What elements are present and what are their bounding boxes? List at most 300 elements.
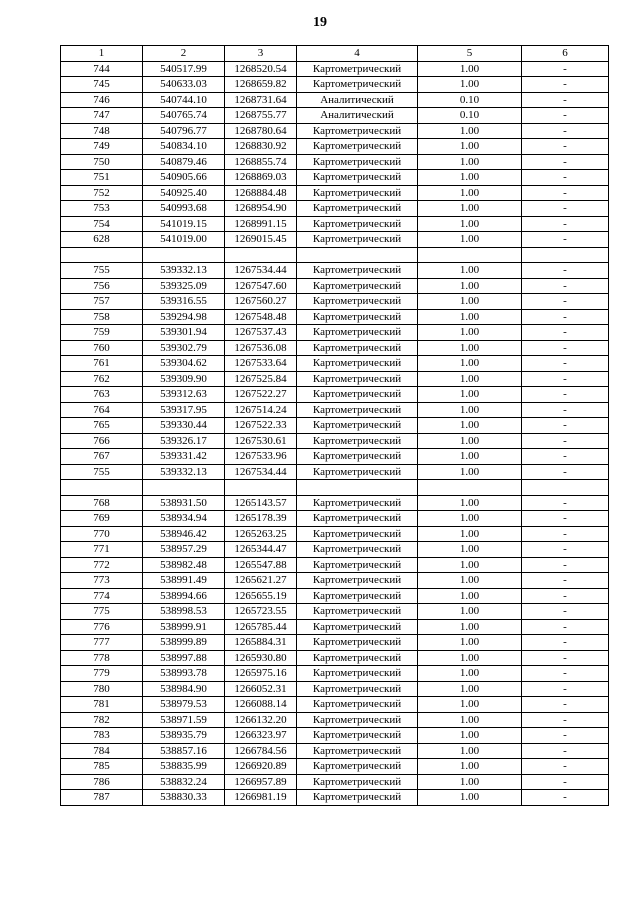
table-row xyxy=(61,464,609,480)
table-cell: 1.00 xyxy=(418,759,522,775)
table-row xyxy=(61,77,609,93)
table-cell: 1268659.82 xyxy=(225,77,297,93)
table-cell: - xyxy=(522,402,609,418)
table-cell: 754 xyxy=(61,216,143,232)
empty-cell xyxy=(297,247,418,263)
table-cell: Картометрический xyxy=(297,449,418,465)
table-cell: 751 xyxy=(61,170,143,186)
table-cell: 1.00 xyxy=(418,681,522,697)
table-cell: 764 xyxy=(61,402,143,418)
table-cell: - xyxy=(522,108,609,124)
table-cell: 1266052.31 xyxy=(225,681,297,697)
empty-cell xyxy=(143,480,225,496)
table-row xyxy=(61,666,609,682)
table-cell: 778 xyxy=(61,650,143,666)
table-row xyxy=(61,790,609,806)
table-cell: 538998.53 xyxy=(143,604,225,620)
table-cell: 628 xyxy=(61,232,143,248)
table-cell: 1.00 xyxy=(418,573,522,589)
table-cell: 1.00 xyxy=(418,201,522,217)
table-cell: Картометрический xyxy=(297,526,418,542)
table-cell: 787 xyxy=(61,790,143,806)
table-cell: Картометрический xyxy=(297,418,418,434)
table-cell: Картометрический xyxy=(297,542,418,558)
table-cell: 747 xyxy=(61,108,143,124)
table-cell: 1.00 xyxy=(418,402,522,418)
table-cell: 1.00 xyxy=(418,743,522,759)
empty-cell xyxy=(225,247,297,263)
table-cell: 538832.24 xyxy=(143,774,225,790)
table-cell: 782 xyxy=(61,712,143,728)
table-cell: 1.00 xyxy=(418,61,522,77)
table-row xyxy=(61,201,609,217)
table-cell: Картометрический xyxy=(297,666,418,682)
table-cell: 1265655.19 xyxy=(225,588,297,604)
table-cell: - xyxy=(522,418,609,434)
table-cell: Картометрический xyxy=(297,790,418,806)
table-cell: 541019.00 xyxy=(143,232,225,248)
table-row xyxy=(61,294,609,310)
table-cell: 539302.79 xyxy=(143,340,225,356)
table-row xyxy=(61,309,609,325)
table-cell: 1267522.33 xyxy=(225,418,297,434)
header-cell-1: 1 xyxy=(61,46,143,62)
table-cell: 775 xyxy=(61,604,143,620)
table-cell: 538991.49 xyxy=(143,573,225,589)
table-cell: 1265263.25 xyxy=(225,526,297,542)
table-cell: 777 xyxy=(61,635,143,651)
table-cell: Картометрический xyxy=(297,201,418,217)
table-cell: 767 xyxy=(61,449,143,465)
table-cell: 539330.44 xyxy=(143,418,225,434)
table-row xyxy=(61,340,609,356)
table-cell: 1265178.39 xyxy=(225,511,297,527)
table-cell: 752 xyxy=(61,185,143,201)
table-cell: 1267537.43 xyxy=(225,325,297,341)
table-cell: 1.00 xyxy=(418,557,522,573)
table-cell: - xyxy=(522,387,609,403)
table-cell: - xyxy=(522,170,609,186)
table-cell: 1266132.20 xyxy=(225,712,297,728)
table-cell: 539331.42 xyxy=(143,449,225,465)
table-cell: 539309.90 xyxy=(143,371,225,387)
table-cell: 1265723.55 xyxy=(225,604,297,620)
table-cell: - xyxy=(522,433,609,449)
table-cell: 538971.59 xyxy=(143,712,225,728)
table-cell: 1268884.48 xyxy=(225,185,297,201)
table-cell: Картометрический xyxy=(297,139,418,155)
table-cell: - xyxy=(522,759,609,775)
table-cell: 1.00 xyxy=(418,619,522,635)
table-cell: Картометрический xyxy=(297,61,418,77)
header-cell-6: 6 xyxy=(522,46,609,62)
table-cell: - xyxy=(522,356,609,372)
table-cell: - xyxy=(522,557,609,573)
table-cell: 1265884.31 xyxy=(225,635,297,651)
table-cell: Аналитический xyxy=(297,108,418,124)
table-cell: 1.00 xyxy=(418,495,522,511)
table-row xyxy=(61,774,609,790)
table-cell: 1.00 xyxy=(418,790,522,806)
table-cell: 1266920.89 xyxy=(225,759,297,775)
table-row xyxy=(61,108,609,124)
table-cell: 785 xyxy=(61,759,143,775)
table-cell: Картометрический xyxy=(297,371,418,387)
table-cell: 1268780.64 xyxy=(225,123,297,139)
table-cell: 538946.42 xyxy=(143,526,225,542)
table-cell: 1.00 xyxy=(418,650,522,666)
table-cell: 1.00 xyxy=(418,154,522,170)
table-cell: 773 xyxy=(61,573,143,589)
table-row xyxy=(61,139,609,155)
group-separator-row xyxy=(61,480,609,496)
table-cell: 779 xyxy=(61,666,143,682)
table-cell: 0.10 xyxy=(418,92,522,108)
table-cell: 541019.15 xyxy=(143,216,225,232)
table-cell: Картометрический xyxy=(297,495,418,511)
table-cell: 1267534.44 xyxy=(225,263,297,279)
table-cell: 1268520.54 xyxy=(225,61,297,77)
table-cell: 539326.17 xyxy=(143,433,225,449)
table-cell: 539325.09 xyxy=(143,278,225,294)
table-cell: 1.00 xyxy=(418,712,522,728)
table-cell: 540633.03 xyxy=(143,77,225,93)
table-cell: 538934.94 xyxy=(143,511,225,527)
table-cell: 1.00 xyxy=(418,449,522,465)
table-row xyxy=(61,263,609,279)
empty-cell xyxy=(297,480,418,496)
table-cell: - xyxy=(522,464,609,480)
table-row xyxy=(61,449,609,465)
table-cell: Картометрический xyxy=(297,774,418,790)
table-cell: Картометрический xyxy=(297,263,418,279)
table-cell: 1.00 xyxy=(418,697,522,713)
table-cell: 749 xyxy=(61,139,143,155)
header-row xyxy=(61,46,609,62)
table-cell: 538935.79 xyxy=(143,728,225,744)
table-row xyxy=(61,542,609,558)
table-cell: Картометрический xyxy=(297,77,418,93)
table-cell: 784 xyxy=(61,743,143,759)
table-row xyxy=(61,697,609,713)
table-cell: - xyxy=(522,697,609,713)
table-cell: Картометрический xyxy=(297,712,418,728)
table-cell: Картометрический xyxy=(297,387,418,403)
table-cell: - xyxy=(522,511,609,527)
table-cell: 1267547.60 xyxy=(225,278,297,294)
table-cell: 746 xyxy=(61,92,143,108)
table-body xyxy=(61,61,609,805)
table-row xyxy=(61,387,609,403)
table-cell: 757 xyxy=(61,294,143,310)
table-cell: Картометрический xyxy=(297,604,418,620)
table-cell: 763 xyxy=(61,387,143,403)
table-cell: Картометрический xyxy=(297,759,418,775)
table-cell: 539312.63 xyxy=(143,387,225,403)
table-cell: Картометрический xyxy=(297,588,418,604)
table-cell: 539304.62 xyxy=(143,356,225,372)
table-cell: 540834.10 xyxy=(143,139,225,155)
table-cell: 1267525.84 xyxy=(225,371,297,387)
table-cell: 0.10 xyxy=(418,108,522,124)
table-cell: 1.00 xyxy=(418,77,522,93)
table-row xyxy=(61,433,609,449)
table-cell: 1.00 xyxy=(418,464,522,480)
table-cell: 1266957.89 xyxy=(225,774,297,790)
table-row xyxy=(61,728,609,744)
table-cell: 769 xyxy=(61,511,143,527)
table-cell: 1266981.19 xyxy=(225,790,297,806)
table-cell: 1.00 xyxy=(418,170,522,186)
table-cell: 771 xyxy=(61,542,143,558)
table-cell: 538857.16 xyxy=(143,743,225,759)
table-cell: 744 xyxy=(61,61,143,77)
empty-cell xyxy=(225,480,297,496)
table-cell: 772 xyxy=(61,557,143,573)
table-cell: 762 xyxy=(61,371,143,387)
table-cell: 774 xyxy=(61,588,143,604)
table-row xyxy=(61,123,609,139)
table-cell: - xyxy=(522,371,609,387)
table-cell: 760 xyxy=(61,340,143,356)
table-cell: Картометрический xyxy=(297,464,418,480)
table-row xyxy=(61,495,609,511)
table-cell: 1.00 xyxy=(418,294,522,310)
table-cell: 1268855.74 xyxy=(225,154,297,170)
table-row xyxy=(61,61,609,77)
table-cell: Картометрический xyxy=(297,185,418,201)
table-cell: 540796.77 xyxy=(143,123,225,139)
table-cell: 1265547.88 xyxy=(225,557,297,573)
table-cell: - xyxy=(522,604,609,620)
table-cell: Картометрический xyxy=(297,232,418,248)
table-cell: 781 xyxy=(61,697,143,713)
table-cell: 538957.29 xyxy=(143,542,225,558)
table-cell: 1265930.80 xyxy=(225,650,297,666)
table-cell: - xyxy=(522,681,609,697)
table-cell: 539317.95 xyxy=(143,402,225,418)
table-cell: 539332.13 xyxy=(143,464,225,480)
table-row xyxy=(61,92,609,108)
table-cell: 539301.94 xyxy=(143,325,225,341)
table-cell: 1267548.48 xyxy=(225,309,297,325)
table-cell: 1.00 xyxy=(418,526,522,542)
table-row xyxy=(61,185,609,201)
table-row xyxy=(61,650,609,666)
empty-cell xyxy=(418,247,522,263)
table-cell: 1267514.24 xyxy=(225,402,297,418)
table-row xyxy=(61,759,609,775)
table-cell: - xyxy=(522,139,609,155)
table-cell: - xyxy=(522,495,609,511)
table-row xyxy=(61,573,609,589)
empty-cell xyxy=(61,480,143,496)
table-cell: - xyxy=(522,619,609,635)
table-cell: 1266323.97 xyxy=(225,728,297,744)
table-cell: Картометрический xyxy=(297,697,418,713)
table-cell: 761 xyxy=(61,356,143,372)
table-cell: 538999.91 xyxy=(143,619,225,635)
table-row xyxy=(61,557,609,573)
table-cell: 1265143.57 xyxy=(225,495,297,511)
table-cell: 1.00 xyxy=(418,371,522,387)
table-cell: 1.00 xyxy=(418,325,522,341)
table-cell: Картометрический xyxy=(297,650,418,666)
table-row xyxy=(61,356,609,372)
table-row xyxy=(61,371,609,387)
table-cell: 1267530.61 xyxy=(225,433,297,449)
table-cell: 755 xyxy=(61,464,143,480)
table-cell: 539332.13 xyxy=(143,263,225,279)
table-cell: 1.00 xyxy=(418,387,522,403)
table-cell: 538993.78 xyxy=(143,666,225,682)
table-cell: Картометрический xyxy=(297,557,418,573)
table-cell: 780 xyxy=(61,681,143,697)
table-cell: - xyxy=(522,588,609,604)
table-cell: 1268830.92 xyxy=(225,139,297,155)
table-cell: Аналитический xyxy=(297,92,418,108)
table-row xyxy=(61,402,609,418)
table-cell: 1268755.77 xyxy=(225,108,297,124)
table-cell: 538982.48 xyxy=(143,557,225,573)
table-cell: - xyxy=(522,728,609,744)
table-cell: Картометрический xyxy=(297,123,418,139)
table-cell: - xyxy=(522,774,609,790)
table-cell: 758 xyxy=(61,309,143,325)
empty-cell xyxy=(143,247,225,263)
table-cell: 1268954.90 xyxy=(225,201,297,217)
table-cell: Картометрический xyxy=(297,635,418,651)
empty-cell xyxy=(522,480,609,496)
table-row xyxy=(61,712,609,728)
empty-cell xyxy=(61,247,143,263)
table-cell: Картометрический xyxy=(297,743,418,759)
table-cell: 540993.68 xyxy=(143,201,225,217)
table-cell: 1.00 xyxy=(418,588,522,604)
table-cell: - xyxy=(522,216,609,232)
table-cell: 1.00 xyxy=(418,216,522,232)
table-cell: 759 xyxy=(61,325,143,341)
table-cell: - xyxy=(522,790,609,806)
table-cell: 539294.98 xyxy=(143,309,225,325)
table-cell: 538931.50 xyxy=(143,495,225,511)
table-row xyxy=(61,619,609,635)
table-row xyxy=(61,681,609,697)
table-cell: 783 xyxy=(61,728,143,744)
table-cell: 539316.55 xyxy=(143,294,225,310)
table-cell: Картометрический xyxy=(297,619,418,635)
table-cell: - xyxy=(522,650,609,666)
table-cell: 1.00 xyxy=(418,232,522,248)
group-separator-row xyxy=(61,247,609,263)
table-cell: - xyxy=(522,542,609,558)
table-cell: 1268869.03 xyxy=(225,170,297,186)
table-row xyxy=(61,604,609,620)
table-cell: 770 xyxy=(61,526,143,542)
table-cell: 1268991.15 xyxy=(225,216,297,232)
table-cell: 1.00 xyxy=(418,185,522,201)
table-cell: 540905.66 xyxy=(143,170,225,186)
table-cell: 1.00 xyxy=(418,635,522,651)
table-cell: 1.00 xyxy=(418,433,522,449)
table-cell: 745 xyxy=(61,77,143,93)
table-row xyxy=(61,154,609,170)
table-cell: 538979.53 xyxy=(143,697,225,713)
table-cell: 756 xyxy=(61,278,143,294)
empty-cell xyxy=(522,247,609,263)
table-row xyxy=(61,743,609,759)
table-cell: Картометрический xyxy=(297,170,418,186)
coordinates-table xyxy=(60,45,609,806)
table-row xyxy=(61,170,609,186)
table-cell: - xyxy=(522,325,609,341)
table-cell: - xyxy=(522,635,609,651)
table-cell: 1266784.56 xyxy=(225,743,297,759)
table-cell: Картометрический xyxy=(297,325,418,341)
table-cell: 540744.10 xyxy=(143,92,225,108)
table-cell: 538984.90 xyxy=(143,681,225,697)
table-cell: 538997.88 xyxy=(143,650,225,666)
table-cell: 540925.40 xyxy=(143,185,225,201)
table-cell: - xyxy=(522,185,609,201)
table-cell: 540879.46 xyxy=(143,154,225,170)
table-row xyxy=(61,418,609,434)
table-row xyxy=(61,232,609,248)
table-cell: 755 xyxy=(61,263,143,279)
table-cell: - xyxy=(522,92,609,108)
table-cell: 1.00 xyxy=(418,604,522,620)
table-cell: 1.00 xyxy=(418,542,522,558)
table-cell: 1267522.27 xyxy=(225,387,297,403)
table-cell: 748 xyxy=(61,123,143,139)
table-cell: 1267533.96 xyxy=(225,449,297,465)
header-cell-4: 4 xyxy=(297,46,418,62)
table-cell: 538999.89 xyxy=(143,635,225,651)
table-cell: Картометрический xyxy=(297,728,418,744)
empty-cell xyxy=(418,480,522,496)
table-cell: 1.00 xyxy=(418,356,522,372)
table-cell: Картометрический xyxy=(297,216,418,232)
table-cell: 1.00 xyxy=(418,340,522,356)
table-cell: - xyxy=(522,278,609,294)
table-cell: 1265975.16 xyxy=(225,666,297,682)
table-cell: - xyxy=(522,340,609,356)
table-cell: - xyxy=(522,526,609,542)
table-cell: Картометрический xyxy=(297,402,418,418)
table-cell: 1266088.14 xyxy=(225,697,297,713)
table-cell: 1267534.44 xyxy=(225,464,297,480)
table-cell: Картометрический xyxy=(297,356,418,372)
table-cell: 1267536.08 xyxy=(225,340,297,356)
table-cell: 538830.33 xyxy=(143,790,225,806)
table-cell: 1265621.27 xyxy=(225,573,297,589)
table-cell: Картометрический xyxy=(297,340,418,356)
table-row xyxy=(61,278,609,294)
table-row xyxy=(61,325,609,341)
table-cell: 1.00 xyxy=(418,418,522,434)
table-cell: 1265785.44 xyxy=(225,619,297,635)
table-cell: 1.00 xyxy=(418,263,522,279)
table-cell: 1.00 xyxy=(418,511,522,527)
table-cell: 538994.66 xyxy=(143,588,225,604)
header-cell-2: 2 xyxy=(143,46,225,62)
table-cell: Картометрический xyxy=(297,278,418,294)
table-cell: - xyxy=(522,263,609,279)
table-cell: 1265344.47 xyxy=(225,542,297,558)
table-cell: 750 xyxy=(61,154,143,170)
header-cell-5: 5 xyxy=(418,46,522,62)
table-row xyxy=(61,511,609,527)
